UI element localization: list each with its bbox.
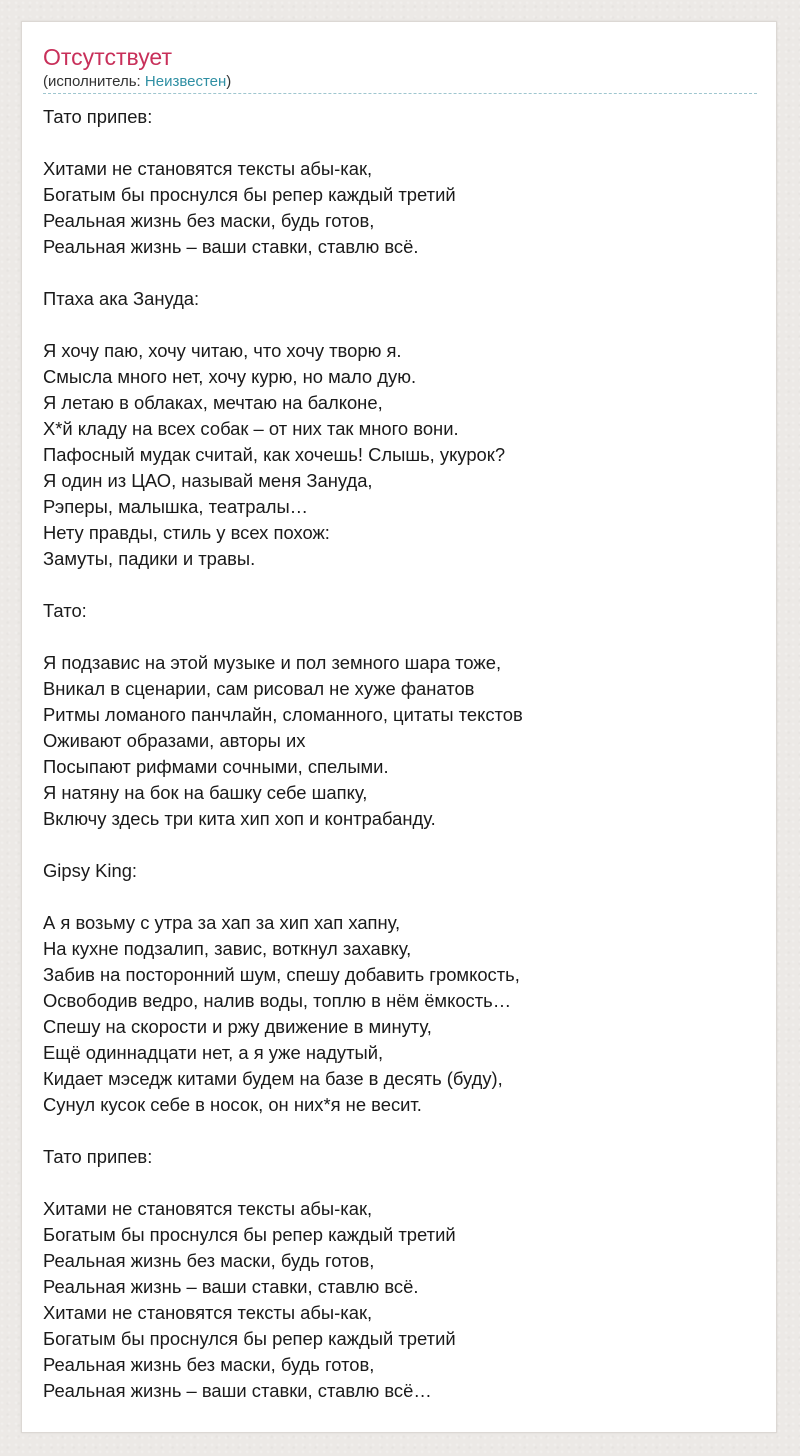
- lyrics-text: Тато припев: Хитами не становятся тексты абы-как, Богатым бы проснулся бы репер каждый третий Реальная жизнь без маски, будь готов, Реальная жизнь – ваши ставки, ставлю всё. Птаха ака Зануда: Я хочу паю, хочу читаю, что хочу творю я. Смысла много нет, хочу курю, но мало дую. Я летаю в облаках, мечтаю на балконе, Х*й кладу на всех собак – от них так много вони. Пафосный мудак считай, как хочешь! Слышь, укурок? Я один из ЦАО, называй меня Зануда, Рэперы, малышка, театралы… Нету правды, стиль у всех похож: Замуты, падики и травы. Тато: Я подзавис на этой музыке и пол земного шара тоже, Вникал в сценарии, сам рисовал не хуже фанатов Ритмы ломаного панчлайн, сломанного, цитаты текстов Оживают образами, авторы их Посыпают рифмами сочными, спелыми. Я натяну на бок на башку себе шапку, Включу здесь три кита хип хоп и контрабанду. Gipsy King: А я возьму с утра за хап за хип хап хапну, На кухне подзалип, завис, воткнул захавку, Забив на посторонний шум, спешу добавить громкость, Освободив ведро, налив воды, топлю в нём ёмкость… Спешу на скорости и ржу движение в минуту, Ещё одиннадцати нет, а я уже надутый, Кидает мэседж китами будем на базе в десять (буду), Сунул кусок себе в носок, он них*я не весит. Тато припев: Хитами не становятся тексты абы-как, Богатым бы проснулся бы репер каждый третий Реальная жизнь без маски, будь готов, Реальная жизнь – ваши ставки, ставлю всё. Хитами не становятся тексты абы-как, Богатым бы проснулся бы репер каждый третий Реальная жизнь без маски, будь готов, Реальная жизнь – ваши ставки, ставлю всё…: [43, 106, 523, 1401]
- song-meta: [43, 72, 231, 92]
- meta-close-paren: ): [226, 73, 232, 90]
- dashed-divider: [43, 93, 757, 94]
- song-title: Отсутствует: [43, 44, 172, 70]
- artist-link[interactable]: Неизвестен: [144, 73, 227, 90]
- artist-label: исполнитель:: [48, 73, 145, 90]
- lyrics-card: [21, 21, 777, 1433]
- meta-open-paren: (: [43, 73, 48, 90]
